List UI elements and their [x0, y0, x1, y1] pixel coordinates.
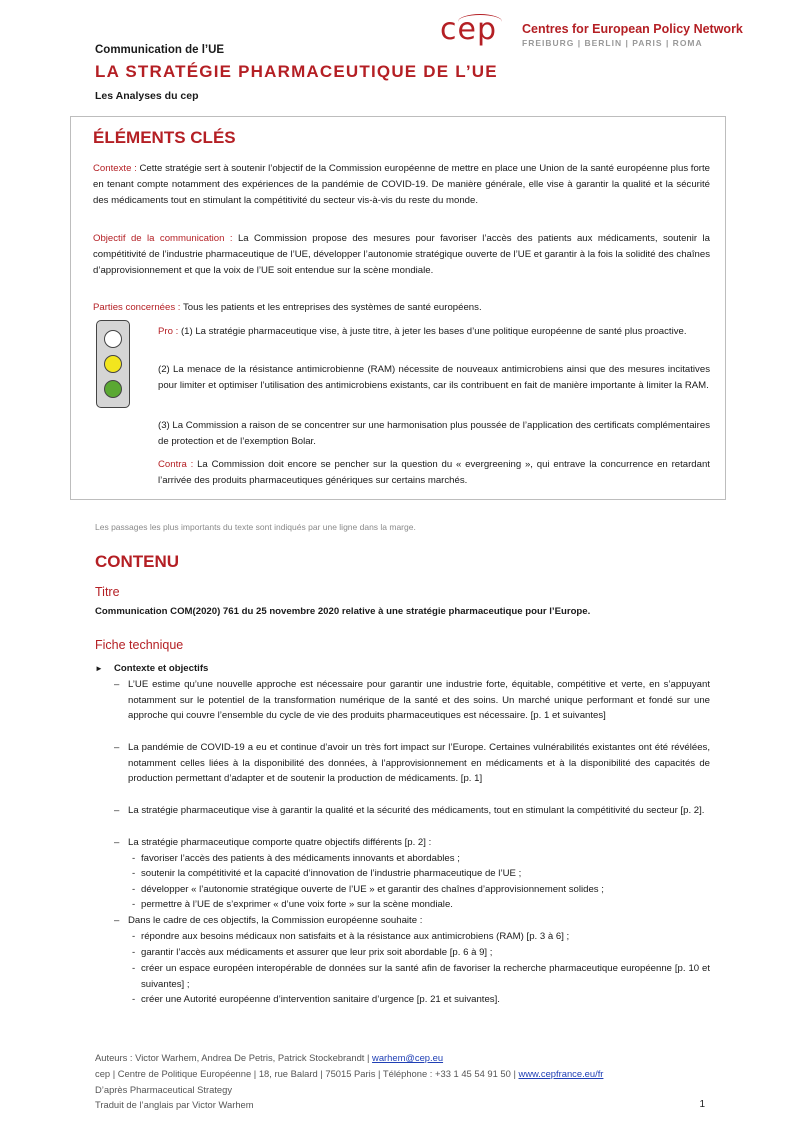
parties-label: Parties concernées :	[93, 302, 181, 313]
dash-bullet: –	[114, 679, 120, 690]
contra-label: Contra :	[158, 459, 194, 470]
sub-list-item: créer un espace européen interopérable de données sur la santé afin de favoriser la recherche pharmaceutique européenne [p. 10 et suivantes] ;	[141, 963, 710, 990]
dash-bullet: -	[132, 868, 136, 879]
dash-bullet: -	[132, 994, 136, 1005]
sub-list-item: créer une Autorité européenne d’intervention sanitaire d’urgence [p. 21 et suivantes].	[141, 994, 500, 1005]
sub-list-item: favoriser l’accès des patients à des médicaments innovants et abordables ;	[141, 853, 460, 864]
dash-bullet: –	[114, 837, 120, 848]
pro-1-paragraph	[158, 324, 710, 340]
footer-translator: Traduit de l’anglais par Victor Warhem	[95, 1099, 254, 1110]
pro-1-text: (1) La stratégie pharmaceutique vise, à juste titre, à jeter les bases d’une politique européenne de santé plus proactive.	[180, 326, 687, 337]
list-item: Dans le cadre de ces objectifs, la Commission européenne souhaite :	[128, 915, 423, 926]
cep-logo	[440, 12, 743, 56]
document-category: Communication de l’UE	[95, 44, 225, 56]
pro-2-paragraph: (2) La menace de la résistance antimicrobienne (RAM) nécessite de nouveaux antimicrobiens ainsi que des mesures incitatives pour limiter et optimiser l’utilisation des antimicrobiens existants, car ils contribuent en fait de manière importante à limiter la RAM.	[158, 364, 710, 391]
dash-bullet: –	[114, 915, 120, 926]
parties-text: Tous les patients et les entreprises des systèmes de santé européens.	[182, 302, 482, 313]
key-elements-title: ÉLÉMENTS CLÉS	[93, 128, 236, 147]
footer-address-line	[95, 1068, 603, 1079]
footer-authors: Auteurs : Victor Warhem, Andrea De Petris, Patrick Stockebrandt |	[95, 1052, 370, 1063]
dash-bullet: -	[132, 853, 136, 864]
list-item: La stratégie pharmaceutique comporte quatre objectifs différents [p. 2] :	[128, 837, 432, 848]
dash-bullet: -	[132, 947, 136, 958]
page-number: 1	[699, 1099, 705, 1110]
document-title: LA STRATÉGIE PHARMACEUTIQUE DE L’UE	[95, 62, 498, 81]
fiche-heading: Fiche technique	[95, 638, 184, 652]
section-label: Contexte et objectifs	[114, 663, 209, 674]
contexte-paragraph	[93, 161, 710, 209]
dash-bullet: –	[114, 742, 120, 753]
logo-name: Centres for European Policy Network	[522, 22, 743, 36]
objectif-text: La Commission propose des mesures pour favoriser l’accès des patients aux médicaments, soutenir la compétitivité de l’industrie pharmaceutique de l’UE, développer l’autonomie stratégique ouverte de l’UE et garantir à la fois la solidité des chaînes d’approvisionnement et que la voix de l’UE soit entendue sur la scène mondiale.	[93, 233, 710, 276]
traffic-light-icon	[96, 320, 130, 408]
objectif-paragraph	[93, 231, 710, 279]
dash-bullet: -	[132, 963, 136, 974]
sub-list-item: soutenir la compétitivité et la capacité d’innovation de l’industrie pharmaceutique de l’UE ;	[141, 868, 522, 879]
titre-heading: Titre	[95, 585, 120, 599]
footer-address: cep | Centre de Politique Européenne | 18, rue Balard | 75015 Paris | Téléphone : +33 1 45 54 91 50 |	[95, 1068, 516, 1079]
author-email-link[interactable]: warhem@cep.eu	[372, 1052, 444, 1063]
content-heading: CONTENU	[95, 552, 180, 571]
lamp-yellow-icon	[104, 355, 122, 373]
parties-paragraph	[93, 300, 710, 316]
logo-acronym: cep	[440, 12, 497, 47]
footer-authors-line	[95, 1052, 443, 1063]
pro-label: Pro :	[158, 326, 179, 337]
lamp-off-icon	[104, 330, 122, 348]
list-item: La pandémie de COVID-19 a eu et continue d’avoir un très fort impact sur l’Europe. Certaines vulnérabilités existantes ont été révélées, notamment celles liées à la disponibilité des données, à l’approvisionnement en médicaments et à la disponibilité des capacités de production permettant d’adapter et de soutenir la production de médicaments. [p. 1]	[128, 742, 710, 785]
sub-list-item: répondre aux besoins médicaux non satisfaits et à la résistance aux antimicrobiens (RAM) [p. 3 à 6] ;	[141, 931, 570, 942]
sub-list-item: permettre à l’UE de s’exprimer « d’une voix forte » sur la scène mondiale.	[141, 899, 453, 910]
arrow-bullet-icon: ►	[95, 664, 103, 673]
contexte-text: Cette stratégie sert à soutenir l’objectif de la Commission européenne de mettre en place une Union de la santé européenne plus forte en tenant compte notamment des expériences de la pandémie de COVID-19. De manière générale, elle vise à garantir la qualité et la sécurité des médicaments tout en stimulant la compétitivité du secteur vis-à-vis du reste du monde.	[93, 163, 711, 206]
contra-text: La Commission doit encore se pencher sur la question du « evergreening », qui entrave la concurrence en retardant l’arrivée des produits pharmaceutiques génériques sur certains marchés.	[158, 459, 710, 486]
sub-list-item: garantir l’accès aux médicaments et assurer que leur prix soit abordable [p. 6 à 9] ;	[141, 947, 493, 958]
dash-bullet: -	[132, 931, 136, 942]
contexte-label: Contexte :	[93, 163, 137, 174]
pro-3-paragraph: (3) La Commission a raison de se concentrer sur une harmonisation plus poussée de l’application des certificats complémentaires de protection et de l’exemption Bolar.	[158, 420, 710, 447]
website-link[interactable]: www.cepfrance.eu/fr	[518, 1068, 604, 1079]
dash-bullet: –	[114, 805, 120, 816]
lamp-green-icon	[104, 380, 122, 398]
document-series: Les Analyses du cep	[95, 90, 199, 102]
objectif-label: Objectif de la communication :	[93, 233, 233, 244]
margin-note: Les passages les plus importants du texte sont indiqués par une ligne dans la marge.	[95, 522, 416, 532]
titre-text: Communication COM(2020) 761 du 25 novembre 2020 relative à une stratégie pharmaceutique pour l’Europe.	[95, 606, 591, 617]
list-item: L’UE estime qu’une nouvelle approche est nécessaire pour garantir une industrie forte, équitable, compétitive et verte, en s’appuyant notamment sur le potentiel de la transformation numérique de la santé et des soins. Un marché unique performant et fondé sur une approche qui couvre l’ensemble du cycle de vie des produits pharmaceutiques est nécessaire. [p. 1 et suivantes]	[128, 679, 710, 722]
sub-list-item: développer « l’autonomie stratégique ouverte de l’UE » et garantir des chaînes d’approvisionnement solides ;	[141, 884, 604, 895]
logo-cities: FREIBURG | BERLIN | PARIS | ROMA	[522, 38, 703, 48]
dash-bullet: -	[132, 899, 136, 910]
list-item: La stratégie pharmaceutique vise à garantir la qualité et la sécurité des médicaments, tout en stimulant la compétitivité du secteur [p. 2].	[128, 805, 705, 816]
footer-source: D’après Pharmaceutical Strategy	[95, 1084, 233, 1095]
dash-bullet: -	[132, 884, 136, 895]
contra-paragraph	[158, 457, 710, 489]
